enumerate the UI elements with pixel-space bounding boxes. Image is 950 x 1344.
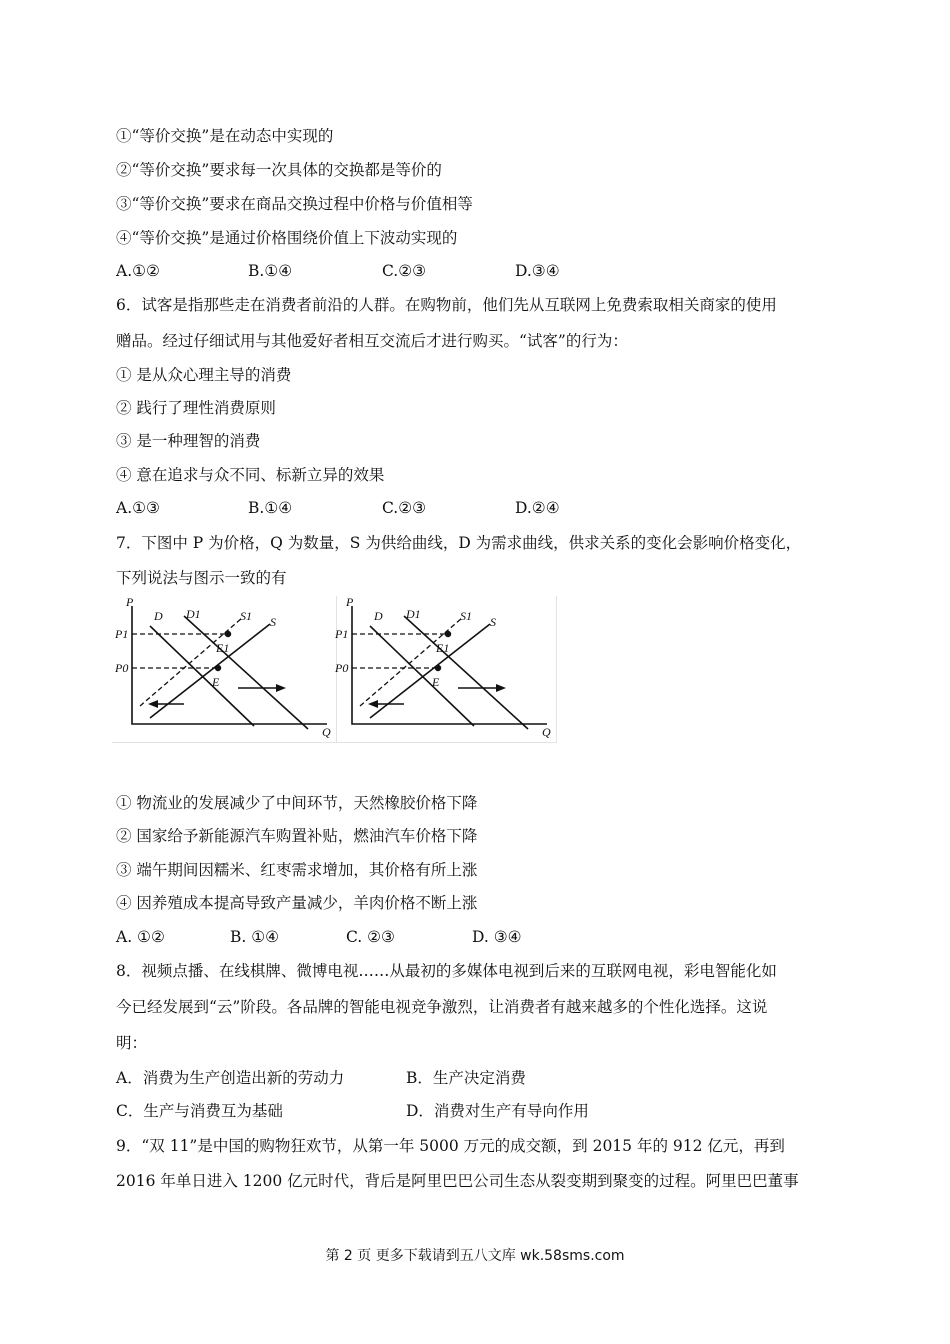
demand-curve-d [150, 626, 254, 726]
curve-label-s: S [490, 615, 496, 629]
q8-option-c: C．生产与消费互为基础 [116, 1102, 283, 1120]
q6-stem-line-2: 赠品。经过仔细试用与其他爱好者相互交流后才进行购买。“试客”的行为： [116, 332, 628, 350]
axis-label-q: Q [322, 725, 331, 739]
q7-option-b: B. ①④ [230, 928, 280, 946]
q7-option-c: C. ②③ [346, 928, 395, 946]
q5-item-2: ②“等价交换”要求每一次具体的交换都是等价的 [116, 161, 442, 179]
q6-option-d: D.②④ [515, 499, 560, 517]
q7-item-1: ① 物流业的发展减少了中间环节，天然橡胶价格下降 [116, 794, 478, 812]
q7-item-3: ③ 端午期间因糯米、红枣需求增加，其价格有所上涨 [116, 861, 478, 879]
demand-curve-d1 [184, 616, 308, 729]
q6-item-4: ④ 意在追求与众不同、标新立异的效果 [116, 466, 385, 484]
tick-label-p1: P1 [115, 627, 129, 641]
tick-label-p0: P0 [115, 661, 129, 675]
point-e [435, 665, 441, 671]
point-e1 [445, 631, 451, 637]
curve-label-s: S [270, 615, 276, 629]
curve-label-d1: D1 [406, 607, 421, 621]
q7-option-d: D. ③④ [472, 928, 522, 946]
tick-label-p0: P0 [335, 661, 349, 675]
q5-item-1: ①“等价交换”是在动态中实现的 [116, 127, 334, 145]
q7-item-4: ④ 因养殖成本提高导致产量减少，羊肉价格不断上涨 [116, 894, 478, 912]
q7-option-a: A. ①② [116, 928, 165, 946]
point-e [215, 665, 221, 671]
q8-stem-line-1: 8．视频点播、在线棋牌、微博电视……从最初的多媒体电视到后来的互联网电视，彩电智能化如 [116, 962, 777, 980]
y-axis [132, 606, 327, 724]
supply-demand-chart-1 [112, 596, 337, 743]
q8-stem-line-3: 明： [116, 1034, 148, 1052]
axis-label-p: P [346, 596, 354, 609]
q5-option-c: C.②③ [382, 262, 427, 280]
q5-option-b: B.①④ [248, 262, 293, 280]
q8-option-a: A．消费为生产创造出新的劳动力 [116, 1069, 345, 1087]
tick-label-p1: P1 [335, 627, 349, 641]
q7-stem-line-2: 下列说法与图示一致的有 [116, 569, 287, 587]
q5-option-d: D.③④ [515, 262, 560, 280]
arrow-right-head [276, 684, 286, 692]
point-label-e: E [212, 675, 220, 689]
demand-curve-d1 [404, 616, 528, 729]
q6-item-2: ② 践行了理性消费原则 [116, 399, 276, 417]
y-axis [352, 606, 547, 724]
q6-item-1: ① 是从众心理主导的消费 [116, 366, 292, 384]
curve-label-d: D [154, 609, 163, 623]
axis-label-q: Q [542, 725, 551, 739]
q6-item-3: ③ 是一种理智的消费 [116, 432, 261, 450]
curve-label-s1: S1 [460, 609, 472, 623]
q6-option-c: C.②③ [382, 499, 427, 517]
curve-label-d1: D1 [186, 607, 201, 621]
q7-item-2: ② 国家给予新能源汽车购置补贴，燃油汽车价格下降 [116, 827, 478, 845]
q6-option-a: A.①③ [116, 499, 160, 517]
demand-curve-d [370, 626, 474, 726]
point-label-e1: E1 [216, 641, 230, 655]
curve-label-d: D [374, 609, 383, 623]
axis-label-p: P [126, 596, 134, 609]
point-e1 [225, 631, 231, 637]
q8-stem-line-2: 今已经发展到“云”阶段。各品牌的智能电视竞争激烈，让消费者有越来越多的个性化选择。这说 [116, 998, 768, 1016]
q6-option-b: B.①④ [248, 499, 293, 517]
arrow-right-head [496, 684, 506, 692]
q6-stem-line-1: 6．试客是指那些走在消费者前沿的人群。在购物前，他们先从互联网上免费索取相关商家的使用 [116, 296, 777, 314]
point-label-e: E [432, 675, 440, 689]
arrow-left-head [368, 700, 378, 708]
q9-stem-line-2: 2016 年单日进入 1200 亿元时代，背后是阿里巴巴公司生态从裂变期到聚变的过程。阿里巴巴董事 [116, 1172, 799, 1190]
q9-stem-line-1: 9．“双 11”是中国的购物狂欢节，从第一年 5000 万元的成交额，到 2015 年的 912 亿元，再到 [116, 1137, 785, 1155]
curve-label-s1: S1 [240, 609, 252, 623]
supply-demand-chart-2 [332, 596, 557, 743]
arrow-left-head [148, 700, 158, 708]
q7-stem-line-1: 7．下图中 P 为价格，Q 为数量，S 为供给曲线，D 为需求曲线，供求关系的变化会影响价格变化， [116, 534, 802, 552]
q8-option-d: D．消费对生产有导向作用 [406, 1102, 589, 1120]
q5-item-4: ④“等价交换”是通过价格围绕价值上下波动实现的 [116, 229, 458, 247]
q5-item-3: ③“等价交换”要求在商品交换过程中价格与价值相等 [116, 195, 473, 213]
q8-option-b: B．生产决定消费 [406, 1069, 526, 1087]
point-label-e1: E1 [436, 641, 450, 655]
q5-option-a: A.①② [116, 262, 160, 280]
page-footer: 第 2 页 更多下载请到五八文库 wk.58sms.com [325, 1248, 625, 1264]
